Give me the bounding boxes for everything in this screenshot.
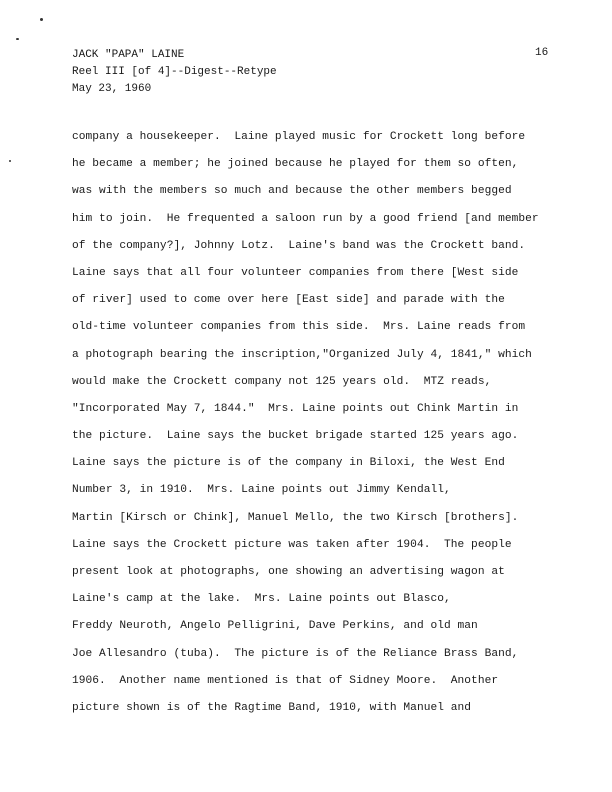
body-line: company a housekeeper. Laine played music for Crockett long before: [72, 131, 526, 143]
body-line: present look at photographs, one showing an advertising wagon at: [72, 566, 505, 578]
body-line: he became a member; he joined because he played for them so often,: [72, 158, 519, 171]
body-line: a photograph bearing the inscription,"Organized July 4, 1841," which: [72, 348, 532, 361]
body-line: picture shown is of the Ragtime Band, 1910, with Manuel and: [72, 701, 472, 714]
body-line: him to join. He frequented a saloon run by a good friend [and member: [72, 212, 539, 225]
body-line: of river] used to come over here [East side] and parade with the: [72, 294, 505, 307]
body-line: Laine says the picture is of the company in Biloxi, the West End: [72, 457, 505, 470]
document-header: [72, 47, 277, 98]
interviewee-name: JACK "PAPA" LAINE: [72, 49, 185, 61]
scan-speck: [40, 18, 43, 21]
body-line: 1906. Another name mentioned is that of Sidney Moore. Another: [72, 674, 499, 687]
interview-date: May 23, 1960: [72, 83, 152, 95]
body-line: would make the Crockett company not 125 years old. MTZ reads,: [72, 375, 492, 388]
reel-info: Reel III [of 4]--Digest--Retype: [72, 66, 277, 78]
body-line: Laine says that all four volunteer companies from there [West side: [72, 266, 519, 279]
scan-speck: [16, 38, 19, 40]
body-line: Joe Allesandro (tuba). The picture is of the Reliance Brass Band,: [72, 647, 519, 660]
body-line: Martin [Kirsch or Chink], Manuel Mello, the two Kirsch [brothers].: [72, 511, 519, 524]
body-line: the picture. Laine says the bucket brigade started 125 years ago.: [72, 430, 519, 443]
page-number: 16: [535, 47, 549, 59]
body-line: Laine says the Crockett picture was taken after 1904. The people: [72, 538, 512, 551]
body-line: of the company?], Johnny Lotz. Laine's band was the Crockett band.: [72, 239, 526, 252]
body-line: Laine's camp at the lake. Mrs. Laine points out Blasco,: [72, 593, 451, 606]
body-line: was with the members so much and because the other members begged: [72, 185, 512, 198]
body-line: Freddy Neuroth, Angelo Pelligrini, Dave Perkins, and old man: [72, 620, 478, 633]
body-line: old-time volunteer companies from this side. Mrs. Laine reads from: [72, 321, 526, 334]
body-line: Number 3, in 1910. Mrs. Laine points out Jimmy Kendall,: [72, 484, 451, 497]
transcript-body: [72, 127, 572, 725]
scan-speck: [9, 160, 11, 162]
body-line: "Incorporated May 7, 1844." Mrs. Laine points out Chink Martin in: [72, 402, 519, 415]
